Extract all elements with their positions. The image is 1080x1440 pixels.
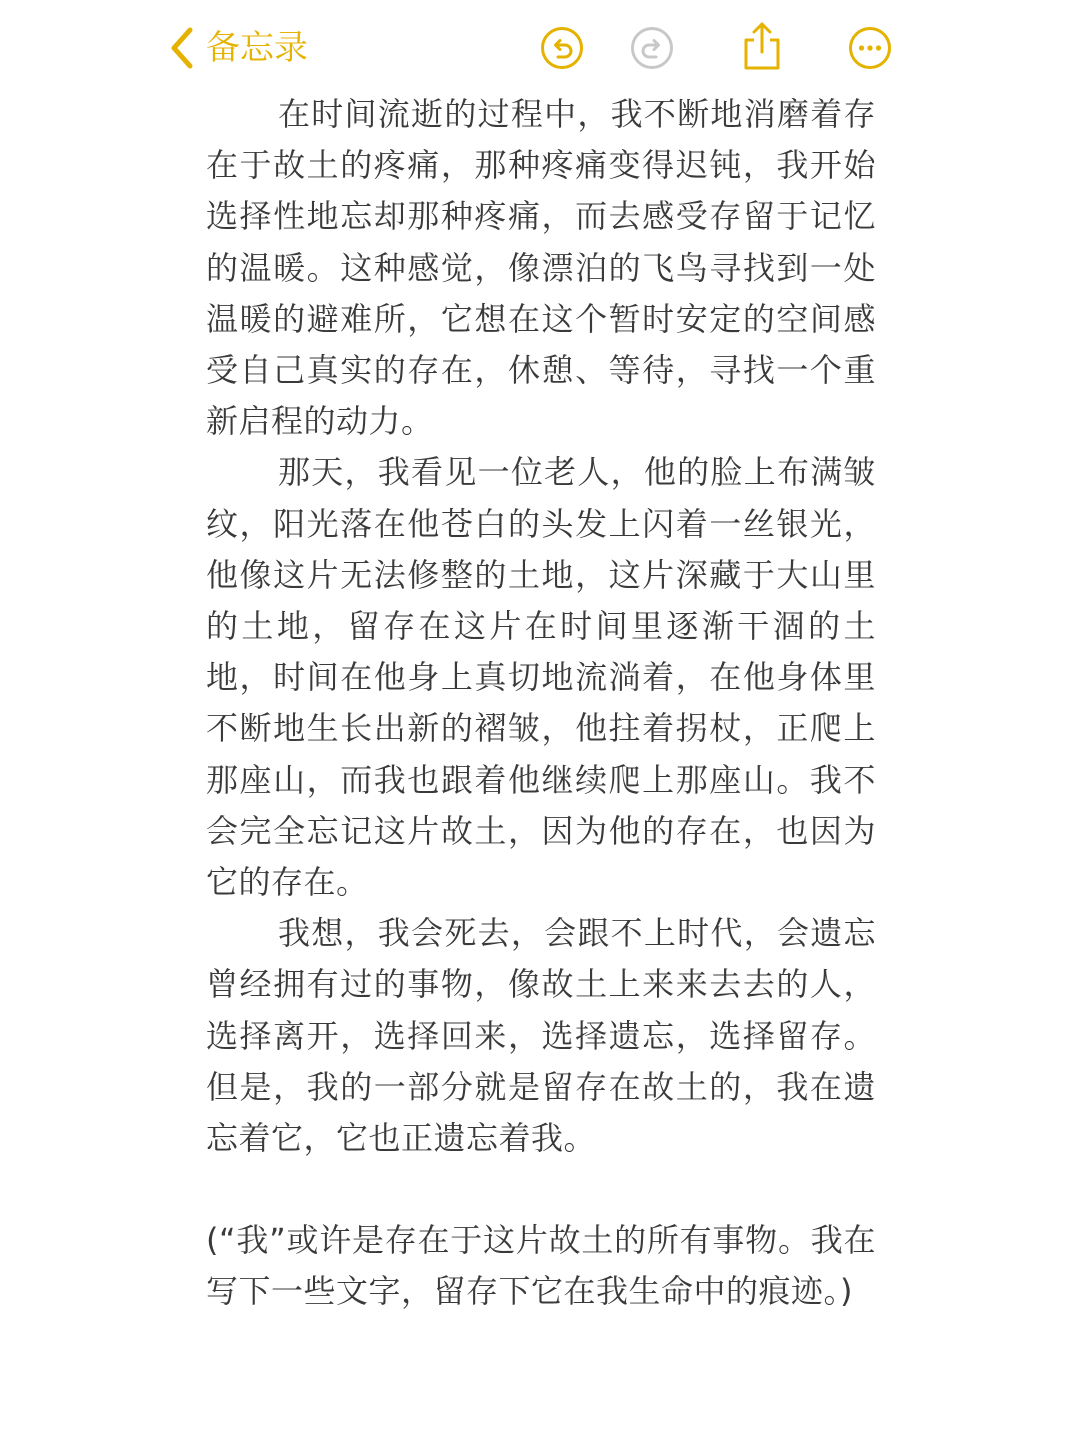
share-icon [740,20,784,72]
share-button[interactable] [740,20,784,72]
navigation-bar [0,0,1080,96]
chevron-left-icon [168,26,194,70]
back-label: 备忘录 [206,28,308,68]
note-body[interactable] [206,89,876,1318]
back-button[interactable] [168,24,308,72]
redo-icon [630,26,674,70]
undo-button[interactable] [540,26,584,70]
note-paragraph-1: 在时间流逝的过程中，我不断地消磨着存在于故土的疼痛，那种疼痛变得迟钝，我开始选择性地忘却那种疼痛，而去感受存留于记忆的温暖。这种感觉，像漂泊的飞鸟寻找到一处温暖的避难所，它想在这个暂时安定的空间感受自己真实的存在，休憩、等待，寻找一个重新启程的动力。 [206,95,876,441]
more-button[interactable] [848,26,892,70]
note-paragraph-2: 那天，我看见一位老人，他的脸上布满皱纹，阳光落在他苍白的头发上闪着一丝银光，他像这片无法修整的土地，这片深藏于大山里的土地，留存在这片在时间里逐渐干涸的土地，时间在他身上真切地流淌着，在他身体里不断地生长出新的褶皱，他拄着拐杖，正爬上那座山，而我也跟着他继续爬上那座山。我不会完全忘记这片故土，因为他的存在，也因为它的存在。 [206,453,876,902]
redo-button[interactable] [630,26,674,70]
note-paragraph-4: (“我”或许是存在于这片故土的所有事物。我在写下一些文字，留存下它在我生命中的痕迹。) [206,1221,876,1311]
note-paragraph-3: 我想，我会死去，会跟不上时代，会遗忘曾经拥有过的事物，像故土上来来去去的人，选择离开，选择回来，选择遗忘，选择留存。但是，我的一部分就是留存在故土的，我在遗忘着它，它也正遗忘着我。 [206,914,876,1158]
undo-icon [540,26,584,70]
more-icon [848,26,892,70]
